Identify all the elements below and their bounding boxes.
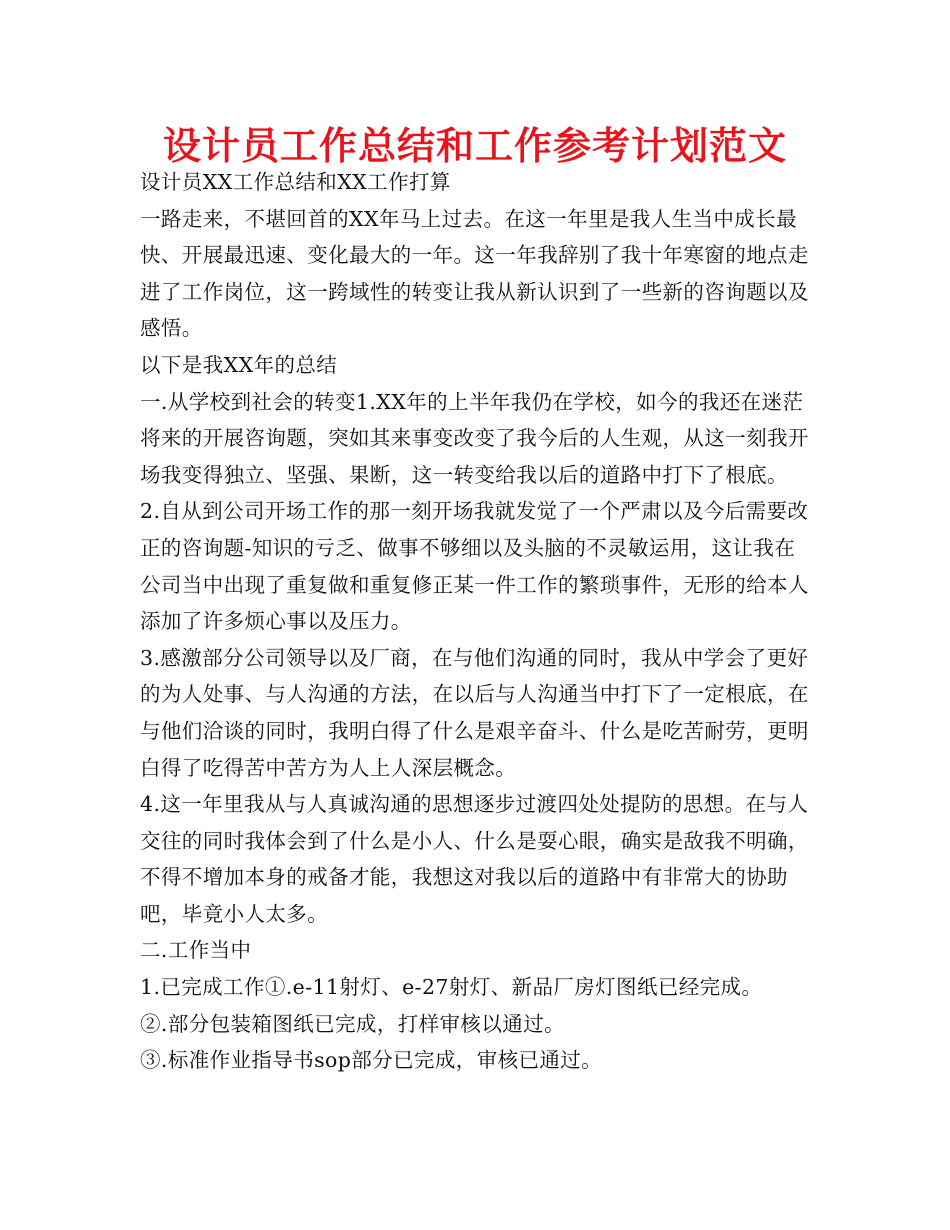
paragraph-completed-item-2: ②.部分包装箱图纸已完成，打样审核以通过。: [140, 1011, 565, 1036]
document-title: 设计员工作总结和工作参考计划范文: [162, 124, 787, 168]
paragraph-section-1-item-1: 一.从学校到社会的转变1.XX年的上半年我仍在学校，如今的我还在迷茫将来的开展咨询题，突如其来事变改变了我今后的人生观，从这一刻我开场我变得独立、坚强、果断，这一转变给我以后的道路中打下了根底。: [140, 389, 809, 487]
paragraph-subtitle: 设计员XX工作总结和XX工作打算: [140, 170, 451, 194]
paragraph-intro: 一路走来，不堪回首的XX年马上过去。在这一年里是我人生当中成长最快、开展最迅速、变化最大的一年。这一年我辞别了我十年寒窗的地点走进了工作岗位，这一跨域性的转变让我从新认识到了一些新的咨询题以及感悟。: [140, 206, 809, 341]
paragraph-completed-item-3: ③.标准作业指导书sop部分已完成，审核已通过。: [140, 1048, 603, 1073]
paragraph-summary-heading: 以下是我XX年的总结: [140, 352, 338, 377]
paragraph-section-1-item-2: 2.自从到公司开场工作的那一刻开场我就发觉了一个严肃以及今后需要改正的咨询题-知识的亏乏、做事不够细以及头脑的不灵敏运用，这让我在公司当中出现了重复做和重复修正某一件工作的繁琐事件，无形的给本人添加了许多烦心事以及压力。: [140, 499, 809, 634]
paragraph-section-2-heading: 二.工作当中: [140, 938, 252, 963]
document-body: [140, 164, 814, 1079]
paragraph-section-1-item-4: 4.这一年里我从与人真诚沟通的思想逐步过渡四处处提防的思想。在与人交往的同时我体会到了什么是小人、什么是耍心眼，确实是敌我不明确，不得不增加本身的戒备才能，我想这对我以后的道路中有非常大的协助吧，毕竟小人太多。: [140, 792, 809, 926]
paragraph-completed-item-1: 1.已完成工作①.e-11射灯、e-27射灯、新品厂房灯图纸已经完成。: [140, 975, 763, 1000]
paragraph-section-1-item-3: 3.感激部分公司领导以及厂商，在与他们沟通的同时，我从中学会了更好的为人处事、与人沟通的方法，在以后与人沟通当中打下了一定根底，在与他们洽谈的同时，我明白得了什么是艰辛奋斗、什么是吃苦耐劳，更明白得了吃得苦中苦方为人上人深层概念。: [140, 645, 809, 780]
